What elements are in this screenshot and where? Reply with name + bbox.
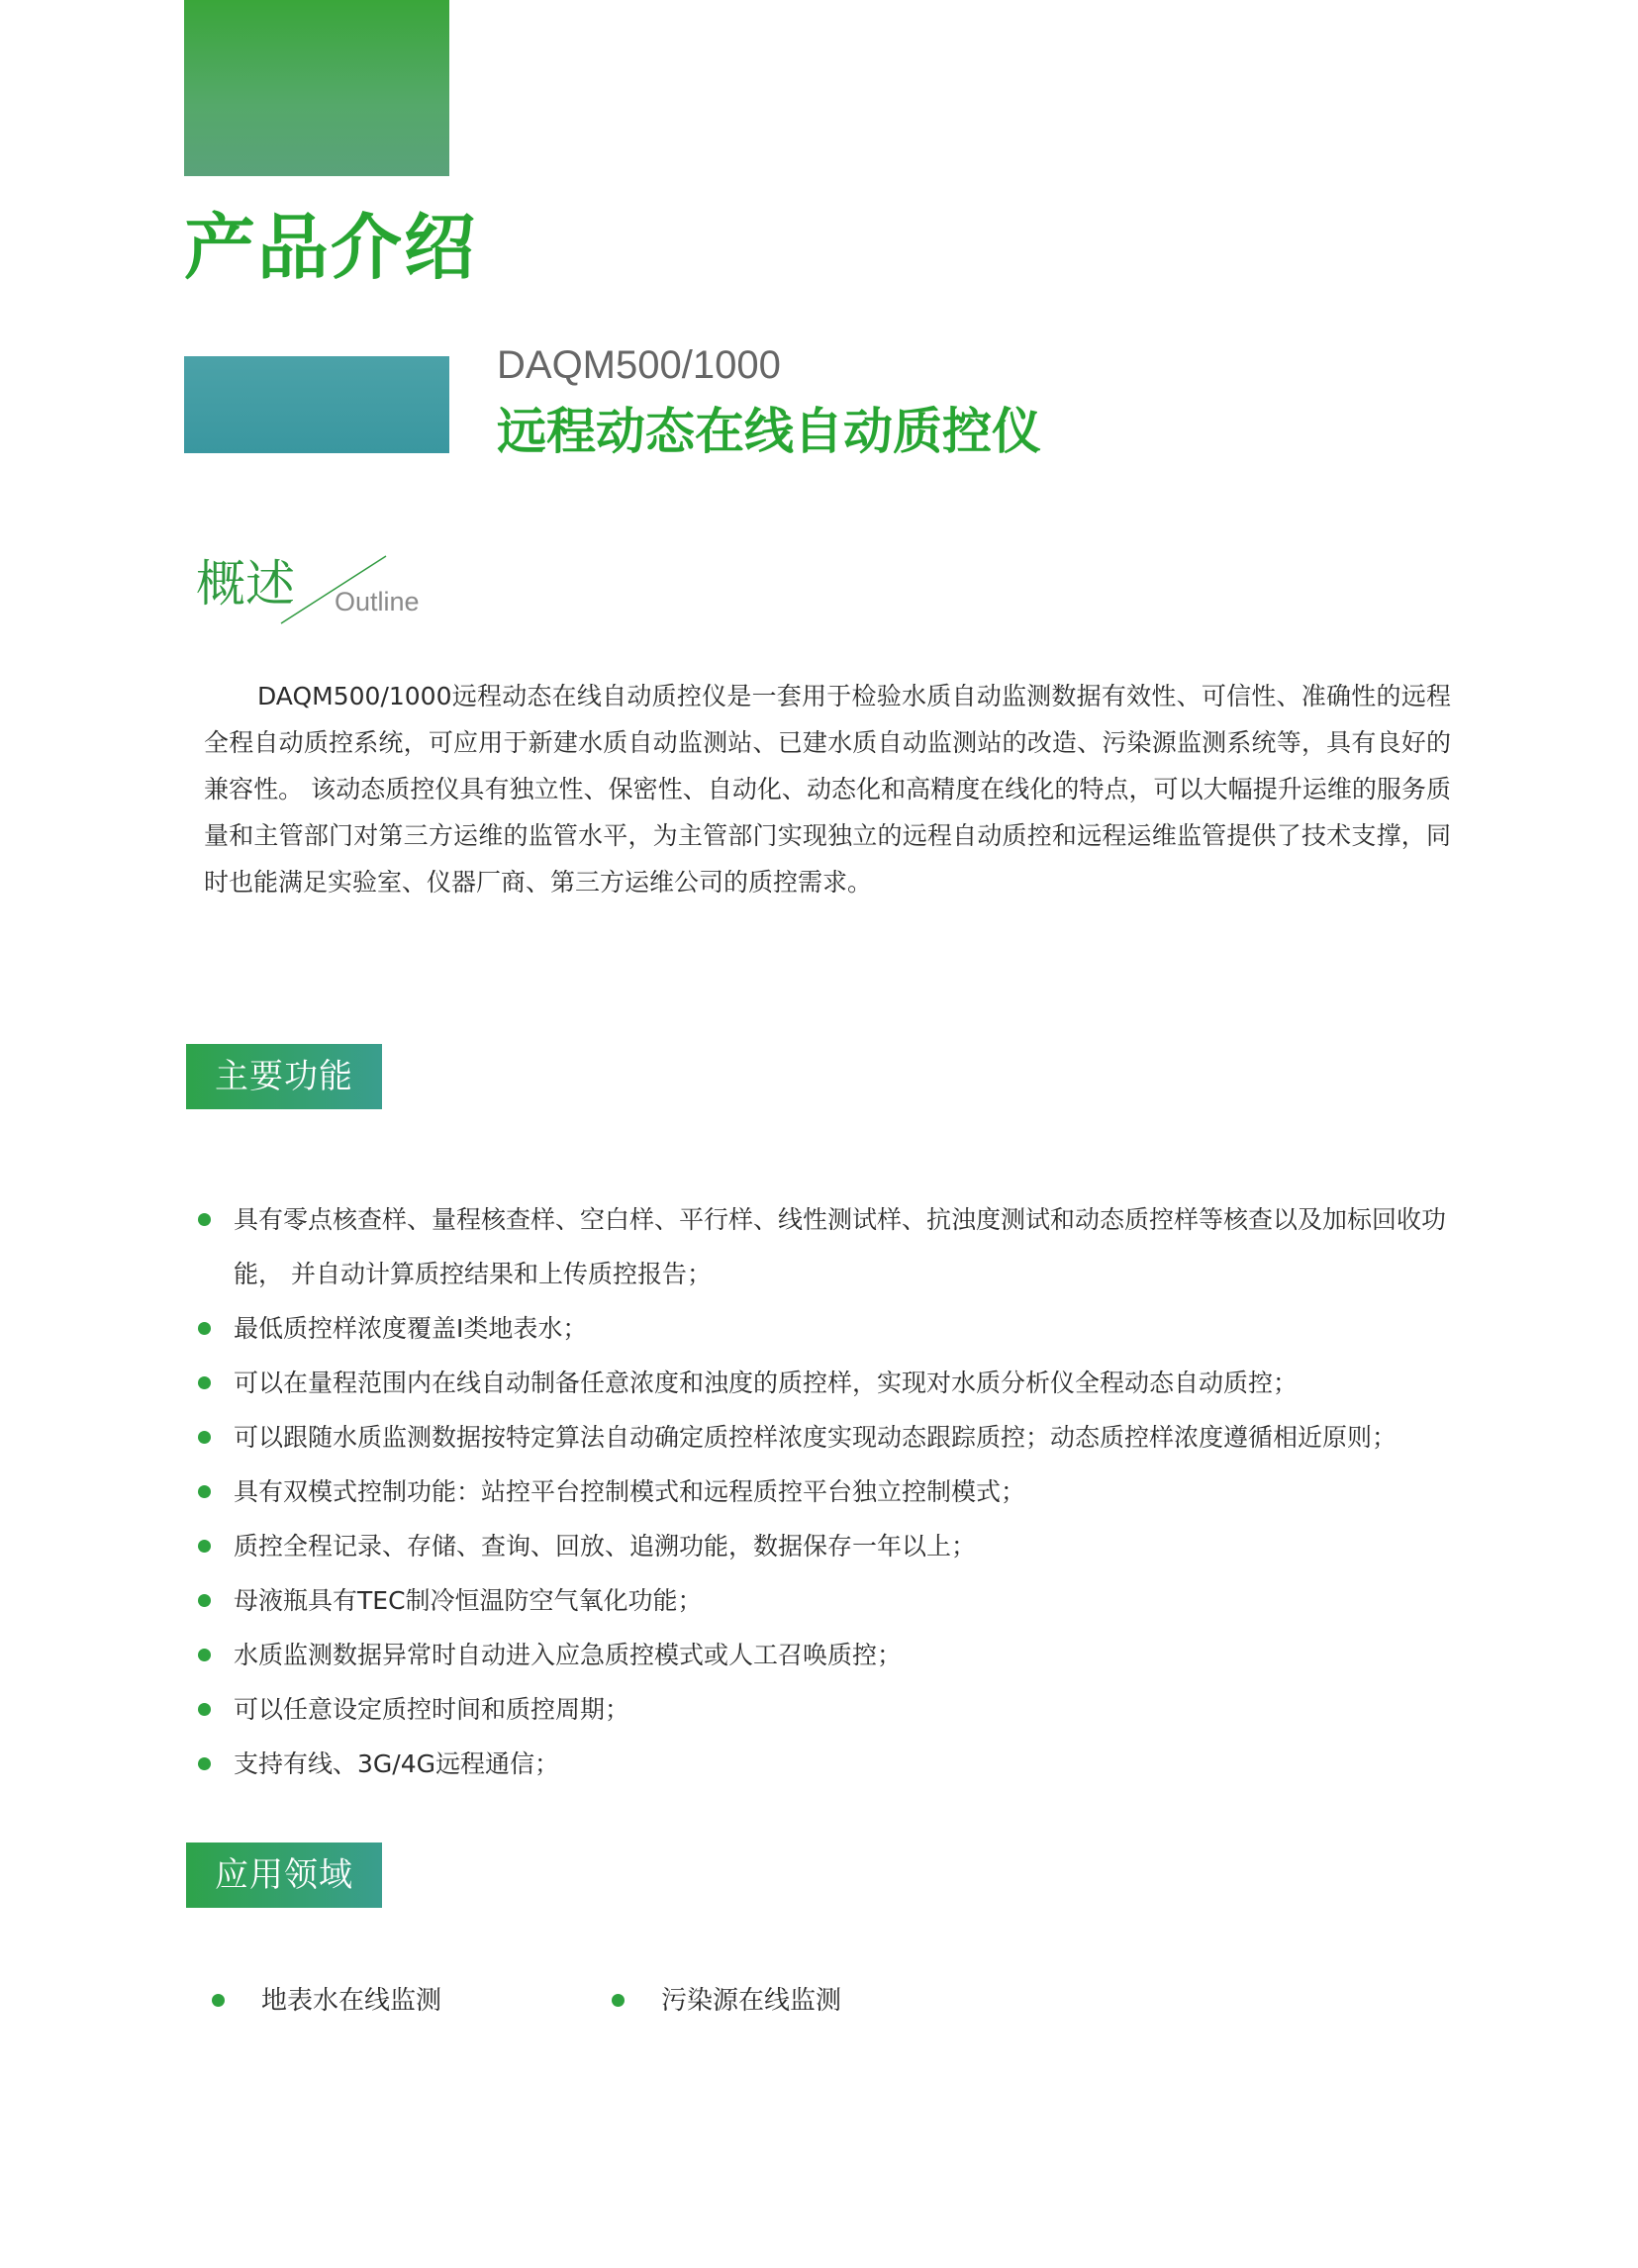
list-item <box>196 1519 1463 1573</box>
applications-badge <box>186 1843 382 1908</box>
list-item-text: 母液瓶具有TEC制冷恒温防空气氧化功能； <box>234 1586 703 1615</box>
list-item <box>196 1628 1463 1682</box>
list-item <box>196 1573 1463 1628</box>
product-name: 远程动态在线自动质控仪 <box>497 403 1041 460</box>
list-item <box>196 1682 1463 1737</box>
bullet-dot-icon <box>198 1594 211 1607</box>
application-item-text: 地表水在线监测 <box>261 1986 442 2016</box>
list-item-text: 水质监测数据异常时自动进入应急质控模式或人工召唤质控； <box>234 1641 903 1669</box>
bullet-dot-icon <box>198 1703 211 1716</box>
bullet-dot-icon <box>198 1649 211 1661</box>
page-title: 产品介绍 <box>184 206 478 289</box>
list-item <box>196 1465 1463 1519</box>
list-item <box>196 1737 1463 1791</box>
application-item <box>604 1981 841 2021</box>
header-color-block <box>184 0 449 176</box>
outline-subheading: Outline <box>335 587 420 616</box>
bullet-dot-icon <box>198 1213 211 1226</box>
bullet-dot-icon <box>212 1994 225 2007</box>
list-item-text: 可以任意设定质控时间和质控周期； <box>234 1695 630 1724</box>
list-item-text: 可以在量程范围内在线自动制备任意浓度和浊度的质控样，实现对水质分析仪全程动态自动质控； <box>234 1369 1299 1397</box>
list-item <box>196 1356 1463 1410</box>
bullet-dot-icon <box>198 1376 211 1389</box>
applications-label: 应用领域 <box>215 1855 353 1895</box>
bullet-dot-icon <box>198 1431 211 1444</box>
list-item <box>196 1192 1463 1301</box>
list-item <box>196 1410 1463 1465</box>
bullet-dot-icon <box>198 1322 211 1335</box>
list-item <box>196 1301 1463 1356</box>
list-item-text: 质控全程记录、存储、查询、回放、追溯功能，数据保存一年以上； <box>234 1532 977 1560</box>
bullet-dot-icon <box>198 1485 211 1498</box>
product-model: DAQM500/1000 <box>497 343 781 387</box>
function-list <box>196 1192 1463 1791</box>
bullet-dot-icon <box>198 1540 211 1553</box>
list-item-text: 最低质控样浓度覆盖Ⅰ类地表水； <box>234 1314 588 1343</box>
bullet-dot-icon <box>612 1994 625 2007</box>
application-item <box>204 1981 441 2021</box>
application-item-text: 污染源在线监测 <box>661 1986 842 2016</box>
list-item-text: 具有零点核查样、量程核查样、空白样、平行样、线性测试样、抗浊度测试和动态质控样等核查以及加标回收功能， 并自动计算质控结果和上传质控报告； <box>234 1205 1447 1288</box>
list-item-text: 具有双模式控制功能：站控平台控制模式和远程质控平台独立控制模式； <box>234 1477 1026 1506</box>
main-functions-badge <box>186 1044 382 1109</box>
list-item-text: 支持有线、3G/4G远程通信； <box>234 1749 559 1778</box>
outline-paragraph: DAQM500/1000远程动态在线自动质控仪是一套用于检验水质自动监测数据有效性、可信性、准确性的远程全程自动质控系统，可应用于新建水质自动监测站、已建水质自动监测站的改造、污染源监测系统等，具有良好的兼容性。 该动态质控仪具有独立性、保密性、自动化、动态化和高精度在线化的特点，可以大幅提升运维的服务质量和主管部门对第三方运维的监管水平，为主管部门实现独立的远程自动质控和远程运维监管提供了技术支撑，同时也能满足实验室、仪器厂商、第三方运维公司的质控需求。 <box>204 682 1451 897</box>
main-functions-label: 主要功能 <box>215 1057 353 1096</box>
list-item-text: 可以跟随水质监测数据按特定算法自动确定质控样浓度实现动态跟踪质控；动态质控样浓度遵循相近原则； <box>234 1423 1397 1452</box>
outline-heading: 概述 <box>196 555 295 613</box>
bullet-dot-icon <box>198 1757 211 1770</box>
product-color-block <box>184 356 449 453</box>
